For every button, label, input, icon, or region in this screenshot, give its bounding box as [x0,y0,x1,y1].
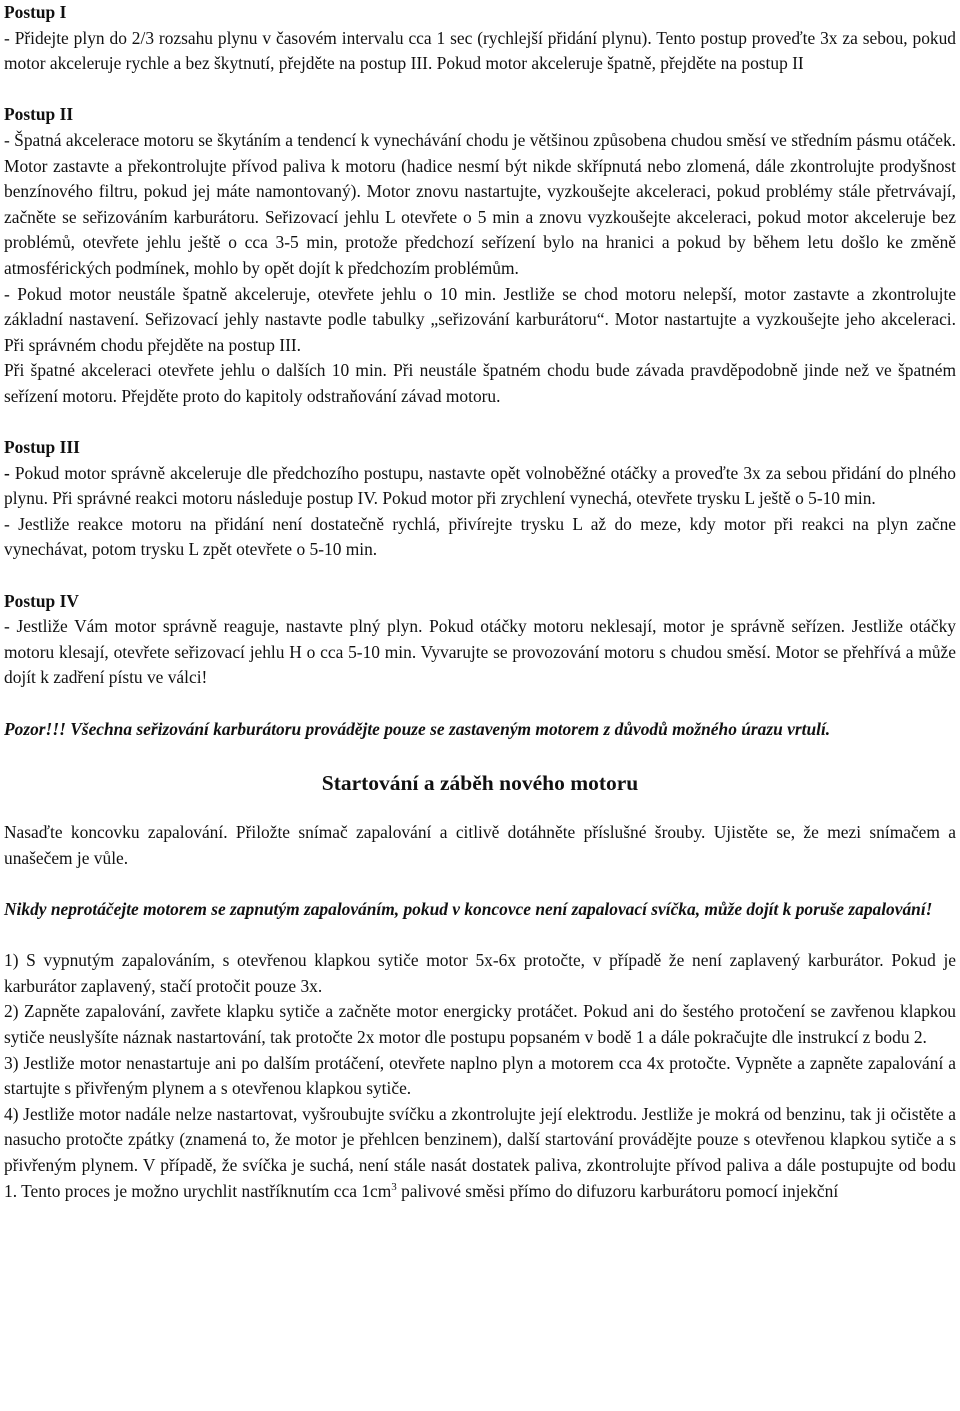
step-4-text-b: palivové směsi přímo do difuzoru karburátoru pomocí injekční [396,1180,839,1201]
step-1: 1) S vypnutým zapalováním, s otevřenou klapkou sytiče motor 5x-6x protočte, v případě že není zaplavený karburátor. Pokud je karburátor zaplavený, stačí protočit pouze 3x. [4,950,956,996]
warning-nikdy: Nikdy neprotáčejte motorem se zapnutým zapalováním, pokud v koncovce není zapalovací svíčka, může dojít k poruše zapalování! [4,899,933,919]
step-2: 2) Zapněte zapalování, zavřete klapku sytiče a začněte motor energicky protáčet. Pokud ani do šestého protočení se zavřenou klapkou sytiče neuslyšíte náznak nastartování, tak protočte 2x motor dle postupu popsaném v bodě 1 a dále pokračujte dle instrukcí z bodu 2. [4,1001,956,1047]
postup-3-heading: Postup III [4,437,80,458]
postup-2-text-3: Při špatné akceleraci otevřete jehlu o dalších 10 min. Při neustále špatném chodu bude závada pravděpodobně jinde než ve špatném seřízení motoru. Přejděte proto do kapitoly odstraňování závad motoru. [4,360,956,406]
postup-2-text-1: - Špatná akcelerace motoru se škytáním a tendencí k vynechávání chodu je většinou způsobena chudou směsí ve středním pásmu otáček. Motor zastavte a překontrolujte přívod paliva k motoru (hadice nesmí být nikde skřípnutá nebo zlomená, dále zkontrolujte prodyšnost benzínového filtru, pokud jej máte namontovaný). Motor znovu nastartujte, vyzkoušejte akceleraci, pokud problémy stále přetrvávají, začněte se seřizováním karburátoru. Seřizovací jehlu L otevřete o 5 min a znovu vyzkoušejte akceleraci, pokud motor akceleruje bez problémů, otevřete jehlu ještě o cca 3-5 min, protože předchozí seřízení bylo na hranici a pokud by během letu došlo ke změně atmosférických podmínek, mohlo by opět dojít k předchozím problémům. [4,129,956,278]
postup-3-dash: - [4,462,15,483]
postup-2-heading: Postup II [4,104,74,125]
warning-pozor: Pozor!!! Všechna seřizování karburátoru provádějte pouze se zastaveným motorem z důvodů možného úrazu vrtulí. [4,718,831,739]
postup-1-heading: Postup I [4,2,67,22]
postup-3-section [4,435,956,563]
postup-3-text-1-body: Pokud motor správně akceleruje dle předchozího postupu, nastavte opět volnoběžné otáčky a proveďte 3x za sebou přidání do plného plynu. Při správné reakci motoru následuje postup IV. Pokud motor při zrychlení vynechá, otevřete trysku L ještě o 5-10 min. [4,462,956,509]
step-4-text-a: 4) Jestliže motor nadále nelze nastartovat, vyšroubujte svíčku a zkontrolujte její elektrodu. Jestliže je mokrá od benzinu, tak ji očistěte a nasucho protočte zpátky (znamená to, že motor je přehlcen benzinem), další startování provádějte pouze s otevřenou klapkou sytiče a s přivřeným plynem. V případě, že svíčka je suchá, není stále nasát dostatek paliva, zkontrolujte přívod paliva a dále postupujte od bodu 1. Tento proces je možno urychlit nastříknutím cca 1cm [4,1103,956,1201]
postup-4-section [4,589,956,691]
postup-4-text: - Jestliže Vám motor správně reaguje, nastavte plný plyn. Pokud otáčky motoru neklesají, motor je správně seřízen. Jestliže otáčky motoru klesají, otevřete seřizovací jehlu H o cca 5-10 min. Vyvarujte se provozování motoru s chudou směsí. Motor se přehřívá a může dojít k zadření pístu ve válci! [4,616,956,688]
steps-list [4,948,956,1204]
step-3: 3) Jestliže motor nenastartuje ani po dalším protáčení, otevřete naplno plyn a motorem cca 4x protočte. Vypněte a zapněte zapalování a startujte s přivřeným plynem a s otevřenou klapkou sytiče. [4,1052,956,1099]
postup-3-text-1 [4,461,956,512]
postup-1-section [4,0,956,77]
section-title: Startování a záběh nového motoru [321,771,639,796]
postup-2-section [4,102,956,409]
postup-2-text-2: - Pokud motor neustále špatně akceleruje, otevřete jehlu o 10 min. Jestliže se chod motoru nelepší, motor zastavte a zkontrolujte základní nastavení. Seřizovací jehly nastavte podle tabulky „seřizování karburátoru“. Motor nastartujte a vyzkoušejte jeho akceleraci. Při správném chodu přejděte na postup III. [4,283,956,355]
step-4 [4,1102,956,1204]
postup-3-text-2: - Jestliže reakce motoru na přidání není dostatečně rychlá, přivírejte trysku L až do meze, kdy motor při reakci na plyn začne vynechávat, potom trysku L zpět otevřete o 5-10 min. [4,513,956,560]
postup-4-heading: Postup IV [4,590,79,611]
intro-paragraph: Nasaďte koncovku zapalování. Přiložte snímač zapalování a citlivě dotáhněte příslušné šrouby. Ujistěte se, že mezi snímačem a unašečem je vůle. [4,822,956,868]
step-4-superscript: 3 [391,1180,397,1193]
postup-1-text: - Přidejte plyn do 2/3 rozsahu plynu v časovém intervalu cca 1 sec (rychlejší přidání plynu). Tento postup proveďte 3x za sebou, pokud motor akceleruje rychle a bez škytnutí, přejděte na postup III. Pokud motor akceleruje špatně, přejděte na postup II [4,27,956,74]
